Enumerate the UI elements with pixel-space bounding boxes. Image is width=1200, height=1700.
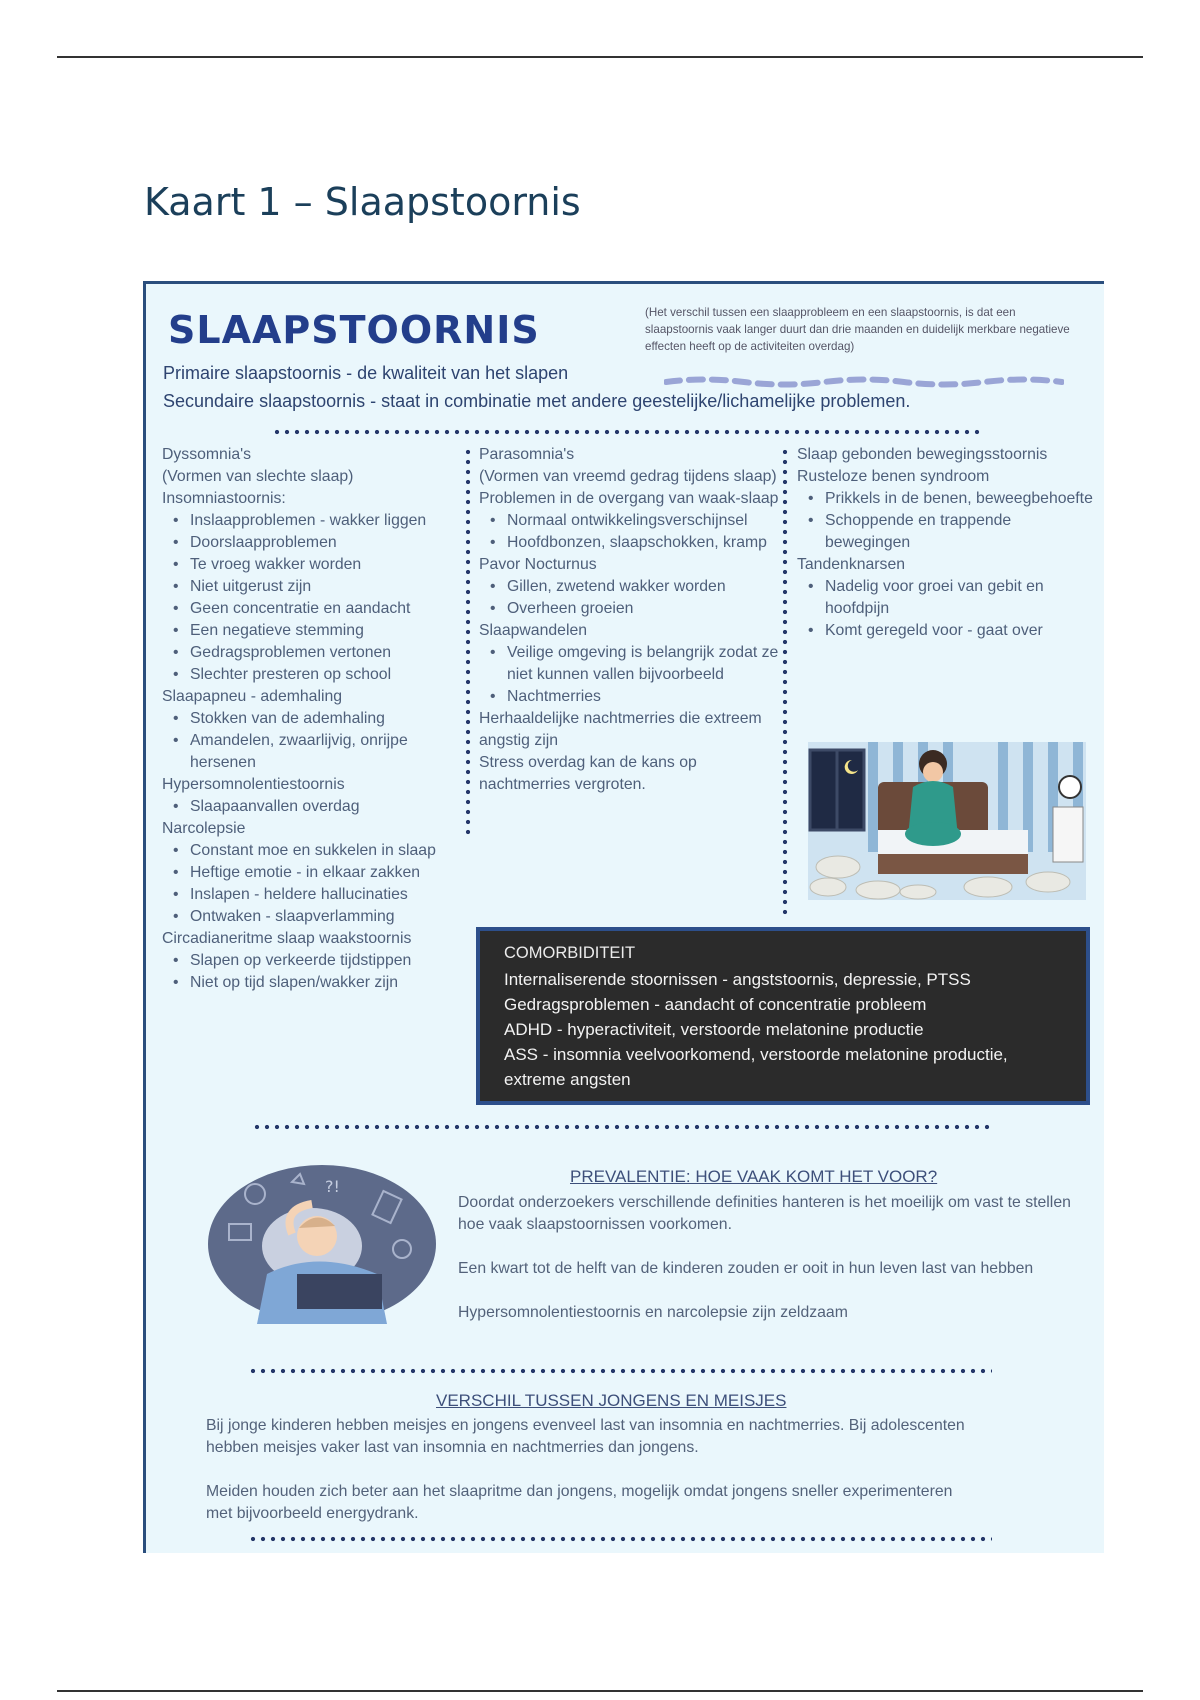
paragraph: Een kwart tot de helft van de kinderen zouden er ooit in hun leven last van hebben bbox=[458, 1260, 1034, 1277]
subheading: Narcolepsie bbox=[162, 820, 246, 837]
comorbidity-line: Gedragsproblemen - aandacht of concentratie probleem bbox=[504, 995, 927, 1014]
dotted-divider bbox=[248, 1536, 992, 1542]
list-item: • Een negatieve stemming bbox=[190, 620, 462, 642]
page-top-rule bbox=[57, 56, 1143, 58]
list-item: • Te vroeg wakker worden bbox=[190, 554, 462, 576]
infographic-heading: SLAAPSTOORNIS bbox=[168, 308, 540, 352]
list-item: • Ontwaken - slaapverlamming bbox=[190, 906, 462, 928]
subheading: Hypersomnolentiestoornis bbox=[162, 776, 345, 793]
subheading: Pavor Nocturnus bbox=[479, 556, 597, 573]
column-title: Slaap gebonden bewegingsstoornis bbox=[797, 446, 1048, 463]
narcolepsie-list bbox=[162, 840, 462, 928]
overgang-list bbox=[479, 510, 779, 554]
dotted-divider bbox=[248, 1368, 992, 1374]
list-item: • Slaapaanvallen overdag bbox=[190, 796, 462, 818]
list-item: • Slechter presteren op school bbox=[190, 664, 462, 686]
comorbidity-line: ADHD - hyperactiviteit, verstoorde melatonine productie bbox=[504, 1020, 924, 1039]
subheading: Circadianeritme slaap waakstoornis bbox=[162, 930, 412, 947]
list-item: • Normaal ontwikkelingsverschijnsel bbox=[507, 510, 779, 532]
list-item: • Geen concentratie en aandacht bbox=[190, 598, 462, 620]
subheading: Rusteloze benen syndroom bbox=[797, 468, 990, 485]
list-item: • Amandelen, zwaarlijvig, onrijpe hersenen bbox=[190, 730, 462, 774]
list-item: • Veilige omgeving is belangrijk zodat ze niet kunnen vallen bijvoorbeeld bbox=[507, 642, 779, 686]
page-title: Kaart 1 – Slaapstoornis bbox=[144, 180, 581, 224]
list-item: • Constant moe en sukkelen in slaap bbox=[190, 840, 462, 862]
circadiaan-list bbox=[162, 950, 462, 994]
parasomnia-column bbox=[479, 444, 779, 796]
comorbidity-line: ASS - insomnia veelvoorkomend, verstoorde melatonine productie, extreme angsten bbox=[504, 1045, 1008, 1089]
gender-difference-text bbox=[206, 1415, 966, 1547]
tanden-list bbox=[797, 576, 1097, 642]
subheading: Slaapapneu - ademhaling bbox=[162, 688, 343, 705]
apneu-list bbox=[162, 708, 462, 774]
list-item: • Komt geregeld voor - gaat over bbox=[825, 620, 1097, 642]
svg-text:?!: ?! bbox=[325, 1177, 340, 1196]
column-divider bbox=[465, 447, 471, 837]
subheading: Insomniastoornis: bbox=[162, 490, 286, 507]
prevalence-title: PREVALENTIE: HOE VAAK KOMT HET VOOR? bbox=[570, 1167, 938, 1186]
slaapwandelen-list bbox=[479, 642, 779, 708]
rls-list bbox=[797, 488, 1097, 554]
primary-definition: Primaire slaapstoornis - de kwaliteit van het slapen bbox=[163, 363, 569, 383]
list-item: • Gedragsproblemen vertonen bbox=[190, 642, 462, 664]
page-bottom-rule bbox=[57, 1690, 1143, 1692]
hypersomnolentie-list bbox=[162, 796, 462, 818]
dotted-divider bbox=[252, 1124, 992, 1130]
prevalence-text bbox=[458, 1192, 1093, 1346]
gender-difference-title: VERSCHIL TUSSEN JONGENS EN MEISJES bbox=[436, 1391, 787, 1410]
dashed-wave-decoration bbox=[664, 374, 1064, 390]
column-title: Dyssomnia's bbox=[162, 446, 252, 463]
comorbidity-title: COMORBIDITEIT bbox=[504, 944, 636, 962]
column-subtitle: (Vormen van slechte slaap) bbox=[162, 468, 354, 485]
dotted-divider bbox=[272, 429, 984, 435]
list-item: • Stokken van de ademhaling bbox=[190, 708, 462, 730]
comorbidity-line: Internaliserende stoornissen - angststoornis, depressie, PTSS bbox=[504, 970, 971, 989]
list-item: • Prikkels in de benen, beweegbehoefte bbox=[825, 488, 1097, 510]
secondary-definition: Secundaire slaapstoornis - staat in combinatie met andere geestelijke/lichamelijke problemen. bbox=[163, 391, 911, 411]
list-item: • Hoofdbonzen, slaapschokken, kramp bbox=[507, 532, 779, 554]
pavor-list bbox=[479, 576, 779, 620]
list-item: • Inslaapproblemen - wakker liggen bbox=[190, 510, 462, 532]
dyssomnia-column bbox=[162, 444, 462, 994]
paragraph: Meiden houden zich beter aan het slaapritme dan jongens, mogelijk omdat jongens sneller experimenteren met bijvoorbeeld energydrank. bbox=[206, 1483, 953, 1522]
stress-text: Stress overdag kan de kans op nachtmerries vergroten. bbox=[479, 754, 697, 793]
list-item: • Schoppende en trappende bewegingen bbox=[825, 510, 1097, 554]
insomnia-list bbox=[162, 510, 462, 686]
list-item: • Doorslaapproblemen bbox=[190, 532, 462, 554]
list-item: • Nadelig voor groei van gebit en hoofdpijn bbox=[825, 576, 1097, 620]
nightmare-text: Herhaaldelijke nachtmerries die extreem angstig zijn bbox=[479, 710, 762, 749]
paragraph: Doordat onderzoekers verschillende definities hanteren is het moeilijk om vast te stellen hoe vaak slaapstoornissen voorkomen. bbox=[458, 1194, 1071, 1233]
definition-note: (Het verschil tussen een slaapprobleem en een slaapstoornis, is dat een slaapstoornis vaak langer duurt dan drie maanden en duidelijk merkbare negatieve effecten heeft op de activiteiten overdag) bbox=[645, 306, 1070, 353]
list-item: • Slapen op verkeerde tijdstippen bbox=[190, 950, 462, 972]
paragraph: Bij jonge kinderen hebben meisjes en jongens evenveel last van insomnia en nachtmerries. Bij adolescenten hebben meisjes vaker last van insomnia en nachtmerries dan jongens. bbox=[206, 1417, 965, 1456]
movement-disorder-column bbox=[797, 444, 1097, 642]
sleepless-child-illustration bbox=[808, 742, 1086, 900]
paragraph: Hypersomnolentiestoornis en narcolepsie zijn zeldzaam bbox=[458, 1304, 848, 1321]
list-item: • Niet uitgerust zijn bbox=[190, 576, 462, 598]
column-title: Parasomnia's bbox=[479, 446, 575, 463]
list-item: • Niet op tijd slapen/wakker zijn bbox=[190, 972, 462, 994]
list-item: • Gillen, zwetend wakker worden bbox=[507, 576, 779, 598]
list-item: • Inslapen - heldere hallucinaties bbox=[190, 884, 462, 906]
infographic-panel bbox=[143, 281, 1104, 1553]
subheading: Problemen in de overgang van waak-slaap bbox=[479, 490, 779, 507]
list-item: • Nachtmerries bbox=[507, 686, 779, 708]
list-item: • Heftige emotie - in elkaar zakken bbox=[190, 862, 462, 884]
worried-person-illustration bbox=[207, 1164, 437, 1324]
comorbidity-box bbox=[476, 927, 1090, 1105]
column-divider bbox=[782, 447, 788, 919]
column-subtitle: (Vormen van vreemd gedrag tijdens slaap) bbox=[479, 468, 777, 485]
subheading: Tandenknarsen bbox=[797, 556, 906, 573]
list-item: • Overheen groeien bbox=[507, 598, 779, 620]
subheading: Slaapwandelen bbox=[479, 622, 588, 639]
